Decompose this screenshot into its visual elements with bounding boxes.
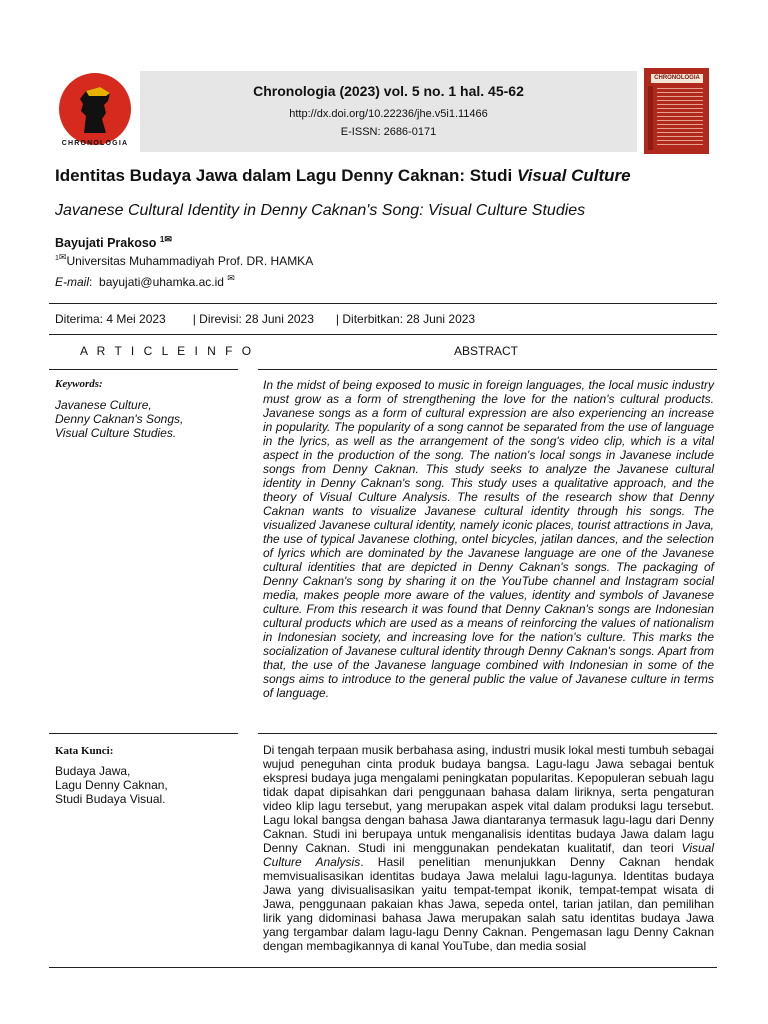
article-dates <box>55 312 475 326</box>
keywords-label: Keywords: <box>55 378 103 390</box>
paper-title: Identitas Budaya Jawa dalam Lagu Denny Caknan: Studi Visual Culture <box>55 166 631 185</box>
divider <box>49 369 238 370</box>
date-published: | Diterbitkan: 28 Juni 2023 <box>335 312 476 326</box>
kata-kunci-list: Budaya Jawa, Lagu Denny Caknan, Studi Budaya Visual. <box>55 764 168 806</box>
divider <box>49 334 717 335</box>
paper-subtitle: Javanese Cultural Identity in Denny Caknan's Song: Visual Culture Studies <box>55 202 586 219</box>
title-italic: Visual Culture <box>516 166 631 185</box>
kata-kunci-label: Kata Kunci: <box>55 745 114 757</box>
divider <box>49 733 238 734</box>
mail-icon: ✉ <box>227 273 235 283</box>
abstract-english: In the midst of being exposed to music in foreign languages, the local music industry must grow as a form of strengthening the love for the nation's cultural products. Javanese songs as a form of cultural expression are also experiencing an increase in popularity. The popularity of a song cannot be separated from the use of language in the lyrics, as well as the arrangement of the song's video clip, which is a vital aspect in the production of the song. The nation's local songs in Javanese include songs from Denny Caknan. This study seeks to analyze the Javanese cultural identity in Denny Caknan's song. This study uses a qualitative approach, and the theory of Visual Culture Analysis. The results of the research show that Denny Caknan wants to visualize Javanese cultural identity through his songs. The visualized Javanese cultural identity, namely iconic places, tourist attractions in Java, the use of typical Javanese clothing, ontel bicycles, jatilan dances, and the selection of lyrics which are dominated by the Javanese language are one of the Javanese cultural identities that are depicted in Denny Caknan's songs. The packaging of Denny Caknan's song by sharing it on the YouTube channel and Instagram social media, makes people more aware of the values, identity and symbols of Javanese culture. From this research it was found that Denny Caknan's songs are Indonesian cultural products which are used as a means of reinforcing the values of nationalism in Indonesian society, and increasing love for the nation's culture. This marks the socialization of Javanese cultural identity through Denny Caknan's songs. Apart from that, the use of the Javanese language combined with Indonesian in some of the songs aims to introduce to the general public the value of Javanese culture in terms of language. <box>263 378 714 700</box>
cover-lines <box>657 88 703 148</box>
journal-citation: Chronologia (2023) vol. 5 no. 1 hal. 45-62 <box>253 83 524 99</box>
logo-text: CHRONOLOGIA <box>61 140 129 147</box>
divider <box>258 733 717 734</box>
article-info-heading: A R T I C L E I N F O <box>80 344 255 358</box>
abstract-heading: ABSTRACT <box>454 344 519 358</box>
divider <box>49 303 717 304</box>
cover-title: CHRONOLOGIA <box>651 74 703 83</box>
journal-header <box>140 71 637 152</box>
author-name: Bayujati Prakoso $^{1✉}$ <box>55 234 172 251</box>
mail-icon: ✉ <box>58 252 67 262</box>
mail-icon: ✉ <box>164 234 172 244</box>
email-line: E-mail: bayujati@uhamka.ac.id ✉ <box>55 273 235 289</box>
date-revised: | Direvisi: 28 Juni 2023 <box>192 312 314 326</box>
keywords-list: Javanese Culture, Denny Caknan's Songs, Visual Culture Studies. <box>55 398 184 440</box>
affiliation: $^{1✉}$Universitas Muhammadiyah Prof. DR. HAMKA <box>55 252 314 268</box>
abstract-indonesian: Di tengah terpaan musik berbahasa asing, industri musik lokal mesti tumbuh sebagai wujud peneguhan cinta produk budaya bangsa. Lagu-lagu Jawa sebagai bentuk ekspresi budaya juga mengalami peningkatan popularitas. Kepopuleran sebuah lagu tidak dapat dipisahkan dari penggunaan bahasa dalam liriknya, serta pengaturan video klip lagu tersebut, yang merupakan aspek vital dalam produksi lagu tersebut. Lagu lokal bangsa dengan bahasa Jawa diantaranya termasuk lagu-lagu dari Denny Caknan. Studi ini berupaya untuk menganalisis identitas budaya Jawa dalam lagu Denny Caknan. Studi ini menggunakan pendekatan kualitatif, dan teori Visual Culture Analysis. Hasil penelitian menunjukkan Denny Caknan hendak memvisualisasikan identitas budaya Jawa melalui lagu-lagunya. Identitas budaya Jawa yang divisualisasikan yaitu tempat-tempat ikonik, tempat-tempat wisata di Jawa, penggunaan pakaian khas Jawa, sepeda ontel, tarian jatilan, dan pemilihan lirik yang didominasi bahasa Jawa merupakan salah satu identitas budaya Jawa yang tergambar dalam lagu-lagu Denny Caknan. Pengemasan lagu Denny Caknan dengan membagikannya di kanal YouTube, dan media sosial <box>263 743 714 953</box>
divider <box>258 369 717 370</box>
email-link[interactable]: bayujati@uhamka.ac.id <box>99 275 224 289</box>
issn: E-ISSN: 2686-0171 <box>340 126 437 138</box>
divider <box>49 967 717 968</box>
doi-link[interactable]: http://dx.doi.org/10.22236/jhe.v5i1.11466 <box>289 108 488 120</box>
cover-strip <box>648 86 653 150</box>
date-received: Diterima: 4 Mei 2023 <box>55 312 166 326</box>
